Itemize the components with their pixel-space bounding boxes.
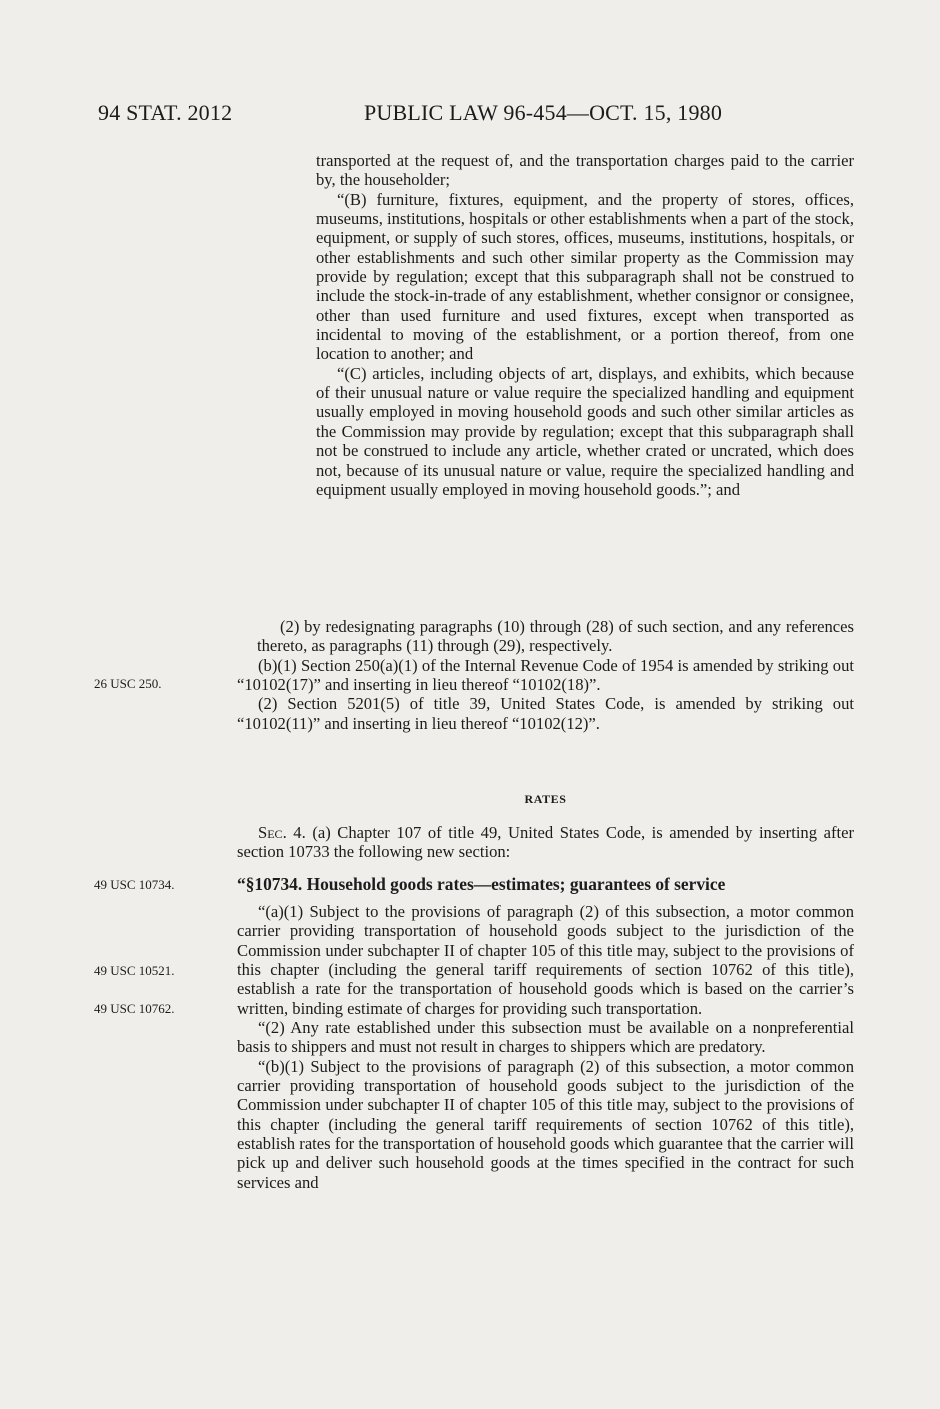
paragraph-b2-title39: (2) Section 5201(5) of title 39, United States Code, is amended by striking out “10102(11)” and inserting in lieu thereof “10102(12)”. (237, 694, 854, 733)
subsection-b1: “(b)(1) Subject to the provisions of paragraph (2) of this subsection, a motor common carrier providing transportation of household goods subject to the jurisdiction of the Commission under subchapter II of chapter 105 of this title may, subject to the provisions of this chapter (including the general tariff requirements of section 10762 of this title), establish rates for the transportation of household goods which guarantee that the carrier will pick up and deliver such household goods at the times specified in the contract for such services and (237, 1056, 854, 1192)
paragraph-b: “(B) furniture, fixtures, equipment, and the property of stores, offices, museums, institutions, hospitals or other establishments when a part of the stock, equipment, or supply of such stores, offices, museums, institutions, hospitals, or other establishments and such other similar property as the Commission may provide by regulation; except that this subparagraph shall not be construed to include the stock-in-trade of any establishment, whether consignor or consignee, other than used furniture and used fixtures, except when transported as incidental to moving of the establishment, or a portion thereof, from one location to another; and (316, 189, 854, 364)
paragraph-2-redesignating: (2) by redesignating paragraphs (10) through (28) of such section, and any references thereto, as paragraphs (11) through (29), respectively. (257, 617, 854, 656)
margin-note-49-usc-10762: 49 USC 10762. (94, 1001, 175, 1016)
section-4-text: 4. (a) Chapter 107 of title 49, United States Code, is amended by inserting after section 10733 the following new section: (237, 823, 854, 862)
subsection-a2: “(2) Any rate established under this subsection must be available on a nonpreferential basis to shippers and must not result in charges to shippers which are predatory. (237, 1018, 854, 1057)
rates-heading: RATES (524, 792, 567, 806)
section-4-block (237, 823, 854, 862)
section-10734-body (237, 902, 854, 1192)
section-10734-heading: “§10734. Household goods rates—estimates; guarantees of service (237, 874, 726, 894)
subsection-a1: “(a)(1) Subject to the provisions of paragraph (2) of this subsection, a motor common carrier providing transportation of household goods subject to the jurisdiction of the Commission under subchapter II of chapter 105 of this title may, subject to the provisions of this chapter (including the general tariff requirements of section 10762 of this title), establish a rate for the transportation of household goods which is based on the carrier’s written, binding estimate of charges for providing such transportation. (237, 902, 854, 1018)
margin-note-49-usc-10521: 49 USC 10521. (94, 963, 175, 978)
amendments-block (237, 617, 854, 733)
page-header-statute-ref: 94 STAT. 2012 (98, 100, 233, 125)
section-4-paragraph (237, 823, 854, 862)
paragraph-a-continuation: transported at the request of, and the transportation charges paid to the carrier by, the householder; (316, 151, 854, 190)
margin-note-26-usc-250: 26 USC 250. (94, 676, 162, 691)
paragraph-b1-irc: (b)(1) Section 250(a)(1) of the Internal Revenue Code of 1954 is amended by striking out “10102(17)” and inserting in lieu thereof “10102(18)”. (237, 655, 854, 695)
paragraph-c: “(C) articles, including objects of art, displays, and exhibits, which because of their unusual nature or value require the specialized handling and equipment usually employed in moving household goods and such other similar articles as the Commission may provide by regulation; except that this subparagraph shall not be construed to include any article, whether crated or uncrated, which does not, because of its unusual nature or value, require the specialized handling and equipment usually employed in moving household goods.”; and (316, 363, 854, 499)
margin-note-49-usc-10734: 49 USC 10734. (94, 877, 175, 892)
page-header-public-law: PUBLIC LAW 96-454—OCT. 15, 1980 (364, 100, 723, 125)
definitions-block (237, 151, 854, 499)
section-label: Sec. (258, 823, 287, 842)
